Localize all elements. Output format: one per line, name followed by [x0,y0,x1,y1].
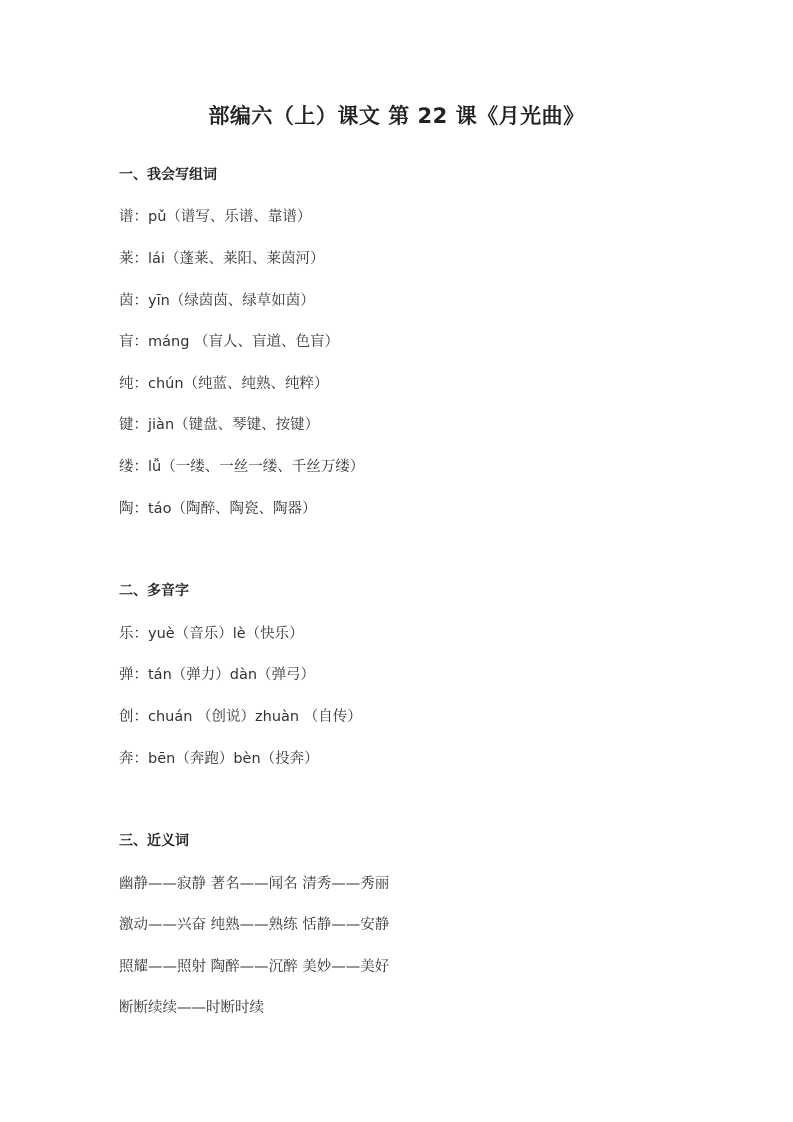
vocab-item: 莱：lái（蓬莱、莱阳、莱茵河） [119,251,325,267]
polyphone-item: 乐：yuè（音乐）lè（快乐） [119,626,304,642]
vocab-item: 谱：pǔ（谱写、乐谱、靠谱） [119,209,312,225]
synonym-row: 激动——兴奋 纯熟——熟练 恬静——安静 [119,917,390,933]
vocab-item: 盲：máng （盲人、盲道、色盲） [119,334,340,350]
polyphone-item: 弹：tán（弹力）dàn（弹弓） [119,667,316,683]
page-title: 部编六（上）课文 第 22 课《月光曲》 [208,104,585,128]
vocab-item: 缕：lǚ（一缕、一丝一缕、千丝万缕） [119,459,365,475]
section-heading-synonyms: 三、近义词 [119,833,189,849]
synonym-row: 照耀——照射 陶醉——沉醉 美妙——美好 [119,959,390,975]
polyphone-item: 创：chuán （创说）zhuàn （自传） [119,709,362,725]
section-heading-vocabulary: 一、我会写组词 [119,167,217,183]
synonym-row: 幽静——寂静 著名——闻名 清秀——秀丽 [119,876,390,892]
vocab-item: 陶：táo（陶醉、陶瓷、陶器） [119,501,317,517]
synonym-row: 断断续续——时断时续 [119,1000,264,1016]
vocab-item: 纯：chún（纯蓝、纯熟、纯粹） [119,376,329,392]
vocab-item: 茵：yīn（绿茵茵、绿草如茵） [119,293,315,309]
section-heading-polyphones: 二、多音字 [119,583,189,599]
vocab-item: 键：jiàn（键盘、琴键、按键） [119,417,320,433]
polyphone-item: 奔：bēn（奔跑）bèn（投奔） [119,751,319,767]
